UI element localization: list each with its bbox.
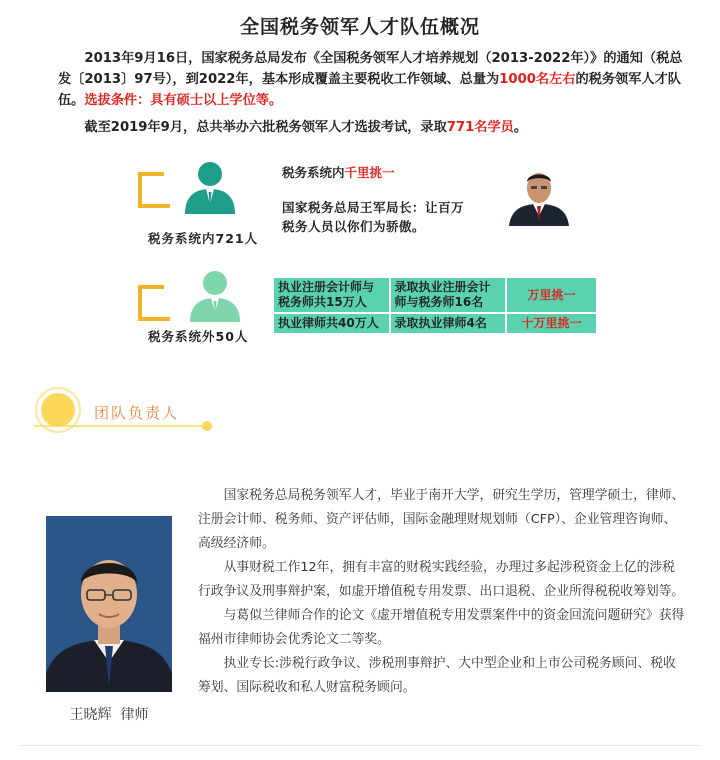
table-cell-highlight: 万里挑一 bbox=[507, 278, 596, 312]
table-row bbox=[274, 314, 596, 333]
photo-caption: 王晓辉 律师 bbox=[69, 707, 149, 723]
profile-photo bbox=[46, 516, 172, 692]
person-icon bbox=[181, 158, 239, 216]
intro-text bbox=[58, 48, 688, 138]
outside-label: 税务系统外50人 bbox=[148, 329, 249, 344]
page-title: 全国税务领军人才队伍概况 bbox=[239, 16, 480, 38]
bio-text bbox=[198, 484, 686, 700]
intro-p1-highlight-criteria: 选拔条件：具有硕士以上学位等。 bbox=[84, 93, 283, 108]
table-cell: 录取执业注册会计师与税务师16名 bbox=[391, 278, 506, 312]
official-portrait bbox=[507, 166, 571, 226]
intro-paragraph-1 bbox=[58, 48, 688, 111]
table-cell: 执业律师共40万人 bbox=[274, 314, 389, 333]
bio-paragraph: 国家税务总局税务领军人才，毕业于南开大学，研究生学历，管理学硕士，律师、注册会计师、税务师、资产评估师，国际金融理财规划师（CFP）、企业管理咨询师、高级经济师。 bbox=[198, 488, 685, 551]
table-cell: 执业注册会计师与税务师共15万人 bbox=[274, 278, 389, 312]
inside-headline-highlight: 千里挑一 bbox=[344, 165, 395, 180]
intro-p1-highlight-count: 1000名左右 bbox=[499, 72, 576, 87]
table-row bbox=[274, 278, 596, 312]
inside-headline-text: 税务系统内 bbox=[282, 165, 345, 180]
bio-paragraph: 从事财税工作12年，拥有丰富的财税实践经验，办理过多起涉税资金上亿的涉税行政争议及刑事辩护案，如虚开增值税专用发票、出口退税、企业所得税税收筹划等。 bbox=[198, 560, 685, 599]
inside-label: 税务系统内721人 bbox=[148, 231, 259, 246]
inside-headline bbox=[282, 163, 395, 182]
bracket-icon bbox=[138, 285, 164, 321]
bio-paragraph: 与葛似兰律师合作的论文《虚开增值税专用发票案件中的资金回流问题研究》获得福州市律师协会优秀论文二等奖。 bbox=[198, 608, 685, 647]
intro-p1-text-2: 的税务领军人才队伍。 bbox=[58, 72, 681, 108]
intro-p1-text: 2013年9月16日，国家税务总局发布《全国税务领军人才培养规划（2013-2022年）》的通知（税总发〔2013〕97号），到2022年，基本形成覆盖主要税收工作领域、总量为 bbox=[58, 51, 683, 87]
table-cell: 录取执业律师4名 bbox=[391, 314, 506, 333]
table-cell-highlight: 十万里挑一 bbox=[507, 314, 596, 333]
bracket-icon bbox=[138, 172, 164, 208]
outside-table bbox=[272, 276, 598, 335]
inside-quote: 国家税务总局王军局长：让百万税务人员以你们为骄傲。 bbox=[282, 200, 465, 234]
person-icon bbox=[186, 268, 244, 324]
divider bbox=[20, 745, 700, 746]
intro-p2-text: 截至2019年9月，总共举办六批税务领军人才选拔考试，录取 bbox=[84, 120, 447, 135]
section-title: 团队负责人 bbox=[94, 404, 180, 422]
intro-paragraph-2 bbox=[58, 117, 688, 138]
intro-p2-highlight: 771名学员 bbox=[446, 120, 514, 135]
intro-p2-end: 。 bbox=[513, 120, 528, 135]
bio-paragraph: 执业专长:涉税行政争议、涉税刑事辩护、大中型企业和上市公司税务顾问、税收筹划、国际税收和私人财富税务顾问。 bbox=[198, 656, 676, 695]
